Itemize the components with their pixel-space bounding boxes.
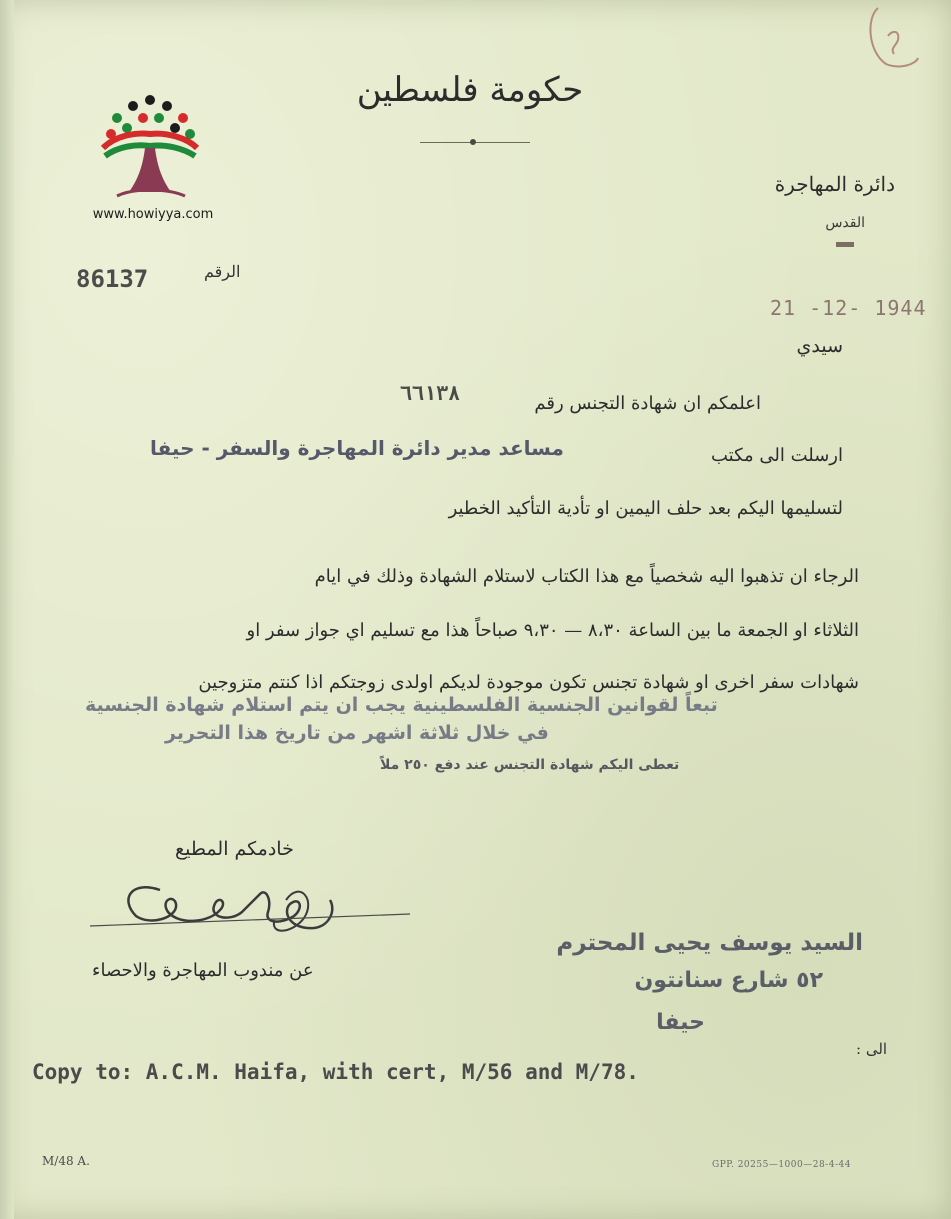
- typed-overstrike-line-1: تبعاً لقوانين الجنسية الفلسطينية يجب ان يتم استلام شهادة الجنسية: [85, 694, 718, 716]
- signature-icon: [90, 860, 420, 950]
- body-paragraph-line-2: الثلاثاء او الجمعة ما بين الساعة ٨،٣٠ — ٩،٣٠ صباحاً هذا مع تسليم اي جواز سفر او: [246, 620, 859, 641]
- copy-to-line: Copy to: A.C.M. Haifa, with cert, M/56 and M/78.: [32, 1060, 639, 1084]
- government-heading: حكومة فلسطين: [356, 70, 584, 110]
- addressee-street: ٥٢ شارع سنانتون: [634, 968, 823, 993]
- office-name-typed: مساعد مدير دائرة المهاجرة والسفر - حيفا: [150, 436, 564, 460]
- heading-divider-dot: [470, 139, 476, 145]
- addressee-label: الى :: [856, 1040, 888, 1058]
- addressee-city: حيفا: [656, 1010, 705, 1035]
- body-paragraph-line-3: شهادات سفر اخرى او شهادة تجنس تكون موجودة لديكم اولدى زوجتكم اذا كنتم متزوجين: [198, 672, 859, 693]
- printer-code: GPP. 20255—1000—28-4-44: [712, 1160, 851, 1170]
- body-line-1: اعلمكم ان شهادة التجنس رقم: [534, 393, 761, 414]
- date-stamp: 21 -12- 1944: [770, 296, 927, 320]
- certificate-number: ٦٦١٣٨: [400, 381, 461, 405]
- department-name: دائرة المهاجرة: [774, 172, 895, 196]
- body-paragraph-line-1: الرجاء ان تذهبوا اليه شخصياً مع هذا الكتاب لاستلام الشهادة وذلك في ايام: [314, 566, 859, 587]
- salutation: سيدي: [796, 335, 843, 357]
- logo-caption: www.howiyya.com: [92, 207, 214, 222]
- addressee-name: السيد يوسف يحيى المحترم: [556, 930, 863, 956]
- fee-line: تعطى اليكم شهادة التجنس عند دفع ٢٥٠ ملاً: [380, 757, 680, 773]
- department-city: القدس: [825, 215, 865, 231]
- howiyya-logo-icon: [95, 88, 205, 203]
- typed-overstrike-line-2: في خلال ثلاثة اشهر من تاريخ هذا التحرير: [165, 722, 549, 744]
- body-line-3: لتسليمها اليكم بعد حلف اليمين او تأدية التأكيد الخطير: [448, 498, 843, 519]
- closing-phrase: خادمكم المطيع: [175, 838, 294, 860]
- department-underline-mark: [836, 242, 854, 247]
- signer-title: عن مندوب المهاجرة والاحصاء: [92, 960, 314, 981]
- body-line-2: ارسلت الى مكتب: [710, 445, 843, 466]
- corner-pencil-mark: [864, 0, 920, 70]
- form-code: M/48 A.: [42, 1154, 90, 1168]
- reference-number: 86137: [76, 265, 149, 293]
- page-edge: [0, 0, 14, 1219]
- reference-label: الرقم: [204, 262, 241, 281]
